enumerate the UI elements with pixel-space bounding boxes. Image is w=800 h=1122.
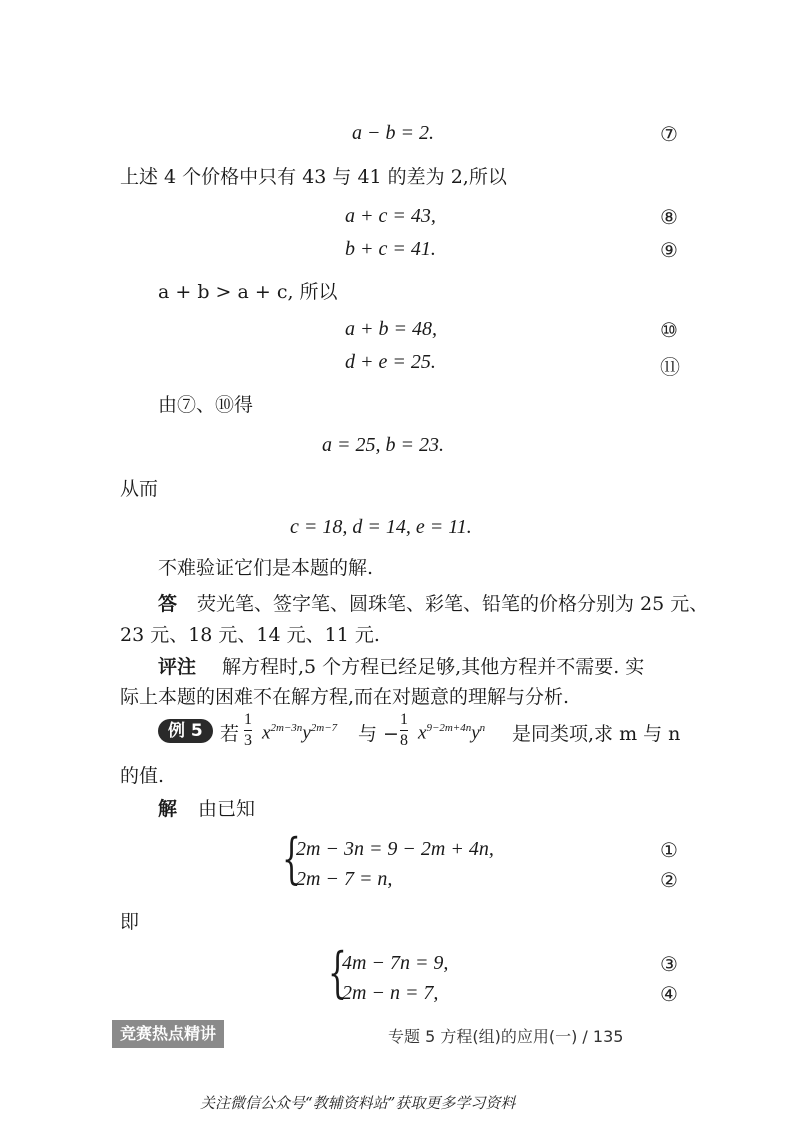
example-tail-line2: 的值. xyxy=(120,765,165,787)
left-brace: { xyxy=(282,827,301,890)
bottom-watermark-note: 关注微信公众号“教辅资料站”获取更多学习资料 xyxy=(200,1094,516,1112)
paragraph-verify: 不难验证它们是本题的解. xyxy=(158,557,374,579)
equation-number-3: ③ xyxy=(660,952,678,976)
fraction-numerator: 1 xyxy=(244,711,252,728)
example-5-heading xyxy=(158,720,213,742)
example-ruo: 若 xyxy=(220,723,240,745)
paragraph-from-eqs: 由⑦、⑩得 xyxy=(158,394,254,416)
footer-series-box: 竞赛热点精讲 xyxy=(112,1020,224,1048)
paragraph-inequality: a + b > a + c, 所以 xyxy=(158,281,338,303)
term-2: $x^{9-2m+4n}y^n$ xyxy=(418,722,486,744)
paragraph-prices: 上述 4 个价格中只有 43 与 41 的差为 2,所以 xyxy=(120,166,507,188)
comment-label: 评注 xyxy=(158,656,197,678)
fraction-one-eighth xyxy=(400,712,408,749)
equation-number-11: ⑪ xyxy=(660,355,680,379)
equation-number-10: ⑩ xyxy=(660,318,678,342)
equation-number-1: ① xyxy=(660,838,678,862)
answer-text-line2: 23 元、18 元、14 元、11 元. xyxy=(120,624,380,646)
comment-text-line1: 解方程时,5 个方程已经足够,其他方程并不需要. 实 xyxy=(222,656,645,678)
equation-number-2: ② xyxy=(660,868,678,892)
solution-text: 由已知 xyxy=(198,798,256,820)
fraction-denominator: 3 xyxy=(244,732,252,749)
fraction-one-third xyxy=(244,712,252,749)
system1-equation-2: 2m − 7 = n, xyxy=(296,868,393,890)
answer-text-line1: 荧光笔、签字笔、圆珠笔、彩笔、铅笔的价格分别为 25 元、 xyxy=(197,593,709,615)
answer-label: 答 xyxy=(158,593,178,615)
paragraph-thus: 从而 xyxy=(120,478,159,500)
example-badge: 例 5 xyxy=(158,719,213,743)
equation-8: a + c = 43, xyxy=(345,205,436,227)
example-yu: 与 − xyxy=(358,723,399,745)
paragraph-ji: 即 xyxy=(120,911,140,933)
equation-9: b + c = 41. xyxy=(345,238,436,260)
equation-number-7: ⑦ xyxy=(660,122,678,146)
footer-topic-page: 专题 5 方程(组)的应用(一) / 135 xyxy=(388,1027,624,1046)
system2-equation-1: 4m − 7n = 9, xyxy=(342,952,449,974)
equation-cde: c = 18, d = 14, e = 11. xyxy=(290,516,472,538)
fraction-numerator: 1 xyxy=(400,711,408,728)
solution-label: 解 xyxy=(158,798,178,820)
equation-number-9: ⑨ xyxy=(660,238,678,262)
equation-7: a − b = 2. xyxy=(352,122,434,144)
example-tail: 是同类项,求 m 与 n xyxy=(512,723,681,745)
fraction-denominator: 8 xyxy=(400,732,408,749)
equation-ab: a = 25, b = 23. xyxy=(322,434,444,456)
comment-text-line2: 际上本题的困难不在解方程,而在对题意的理解与分析. xyxy=(120,686,570,708)
left-brace: { xyxy=(328,941,347,1004)
term-1: $x^{2m-3n}y^{2m-7}$ xyxy=(262,722,338,744)
equation-number-4: ④ xyxy=(660,982,678,1006)
equation-10: a + b = 48, xyxy=(345,318,437,340)
system2-equation-2: 2m − n = 7, xyxy=(342,982,439,1004)
system1-equation-1: 2m − 3n = 9 − 2m + 4n, xyxy=(296,838,494,860)
equation-11: d + e = 25. xyxy=(345,351,436,373)
equation-number-8: ⑧ xyxy=(660,205,678,229)
